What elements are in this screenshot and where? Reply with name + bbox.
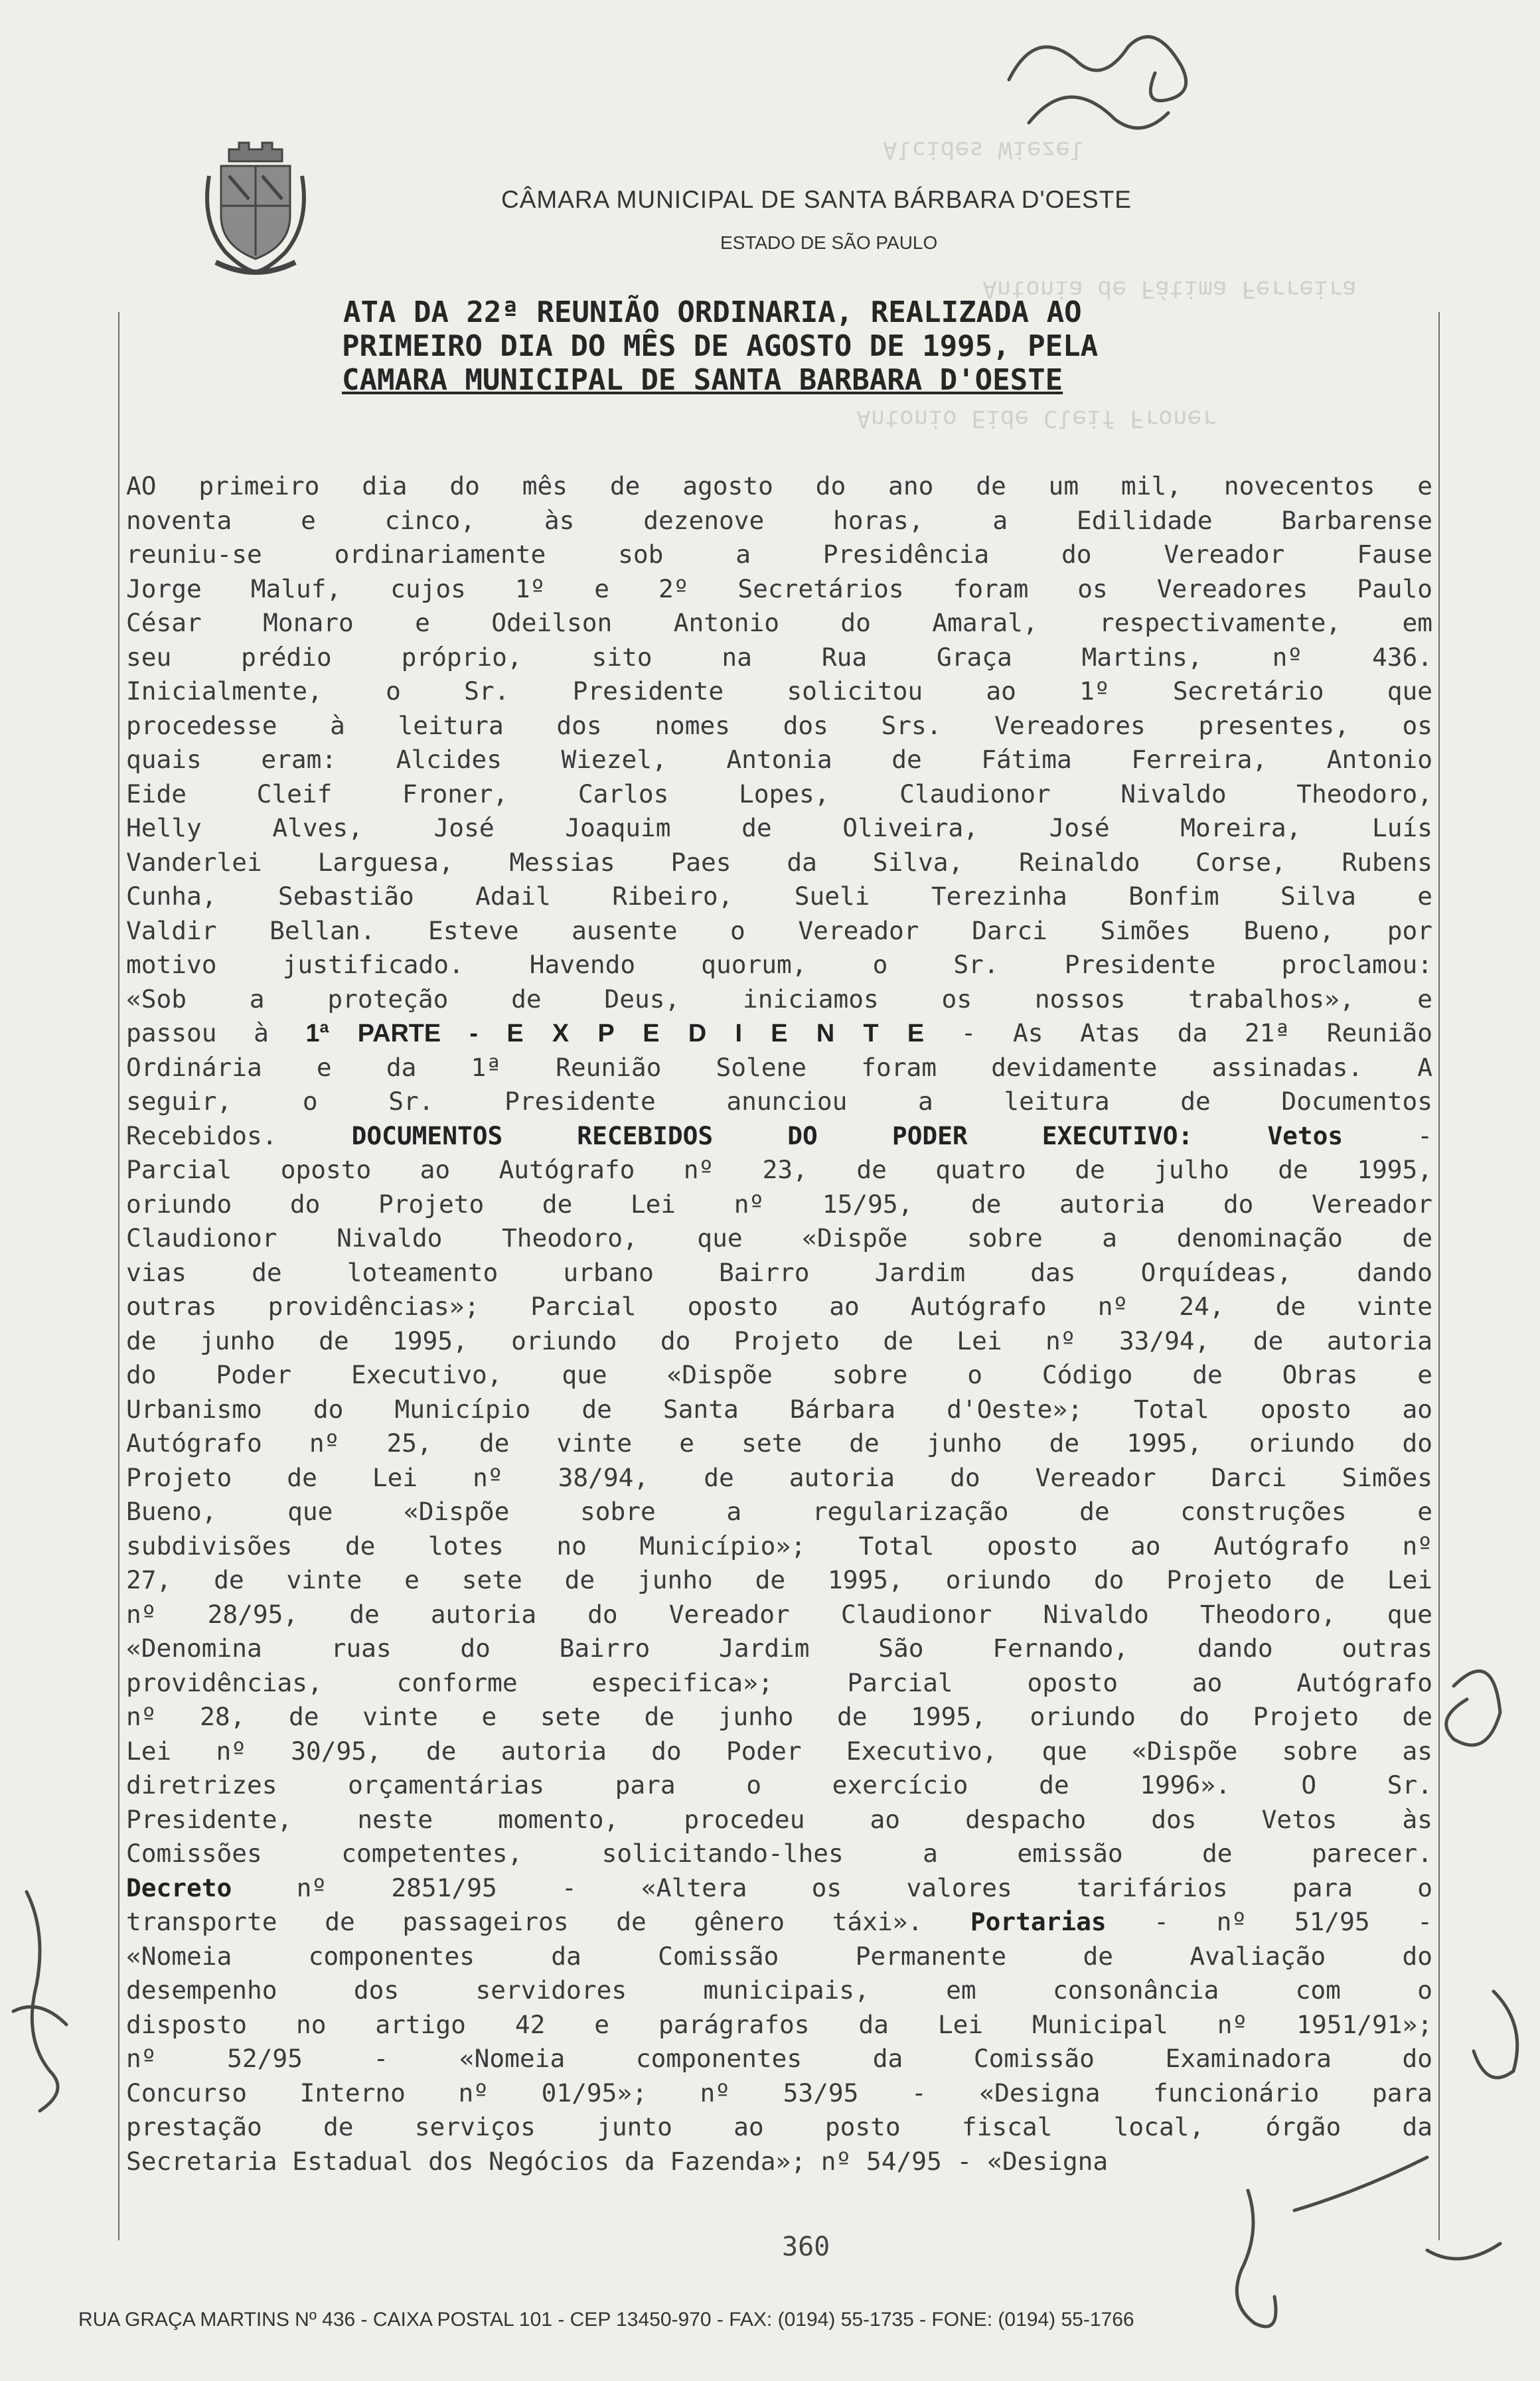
body-line-portarias [126,1905,1432,1940]
body-line: Comissões competentes, solicitando-lhes a emissão de parecer. [126,1839,1432,1868]
body-line: Lei nº 30/95, de autoria do Poder Executivo, que «Dispõe sobre as [126,1736,1432,1766]
municipal-crest-icon [202,136,309,279]
body-line: Concurso Interno nº 01/95»; nº 53/95 - «Designa funcionário para [126,2078,1432,2108]
state-name: ESTADO DE SÃO PAULO [720,232,938,253]
bleedthrough-name-3: Antonio Eide Cleif Froner [856,405,1216,432]
body-line: Projeto de Lei nº 38/94, de autoria do Vereador Darci Simões [126,1462,1432,1492]
body-line: Presidente, neste momento, procedeu ao despacho dos Vetos às [126,1804,1432,1834]
body-line: noventa e cinco, às dezenove horas, a Edilidade Barbarense [126,505,1432,535]
section-heading-decreto: Decreto [126,1873,232,1902]
right-margin-rule [1438,312,1440,2240]
body-line: diretrizes orçamentárias para o exercício de 1996». O Sr. [126,1770,1432,1800]
body-line: vias de loteamento urbano Bairro Jardim das Orquídeas, dando [126,1257,1432,1287]
body-line: Parcial oposto ao Autógrafo nº 23, de quatro de julho de 1995, [126,1155,1432,1184]
body-line: providências, conforme especifica»; Parcial oposto ao Autógrafo [126,1667,1432,1697]
body-line: nº 28/95, de autoria do Vereador Claudionor Nivaldo Theodoro, que [126,1599,1432,1629]
left-margin-rule [118,312,119,2240]
signature-left-margin [27,1892,58,2111]
body-line: César Monaro e Odeilson Antonio do Amaral, respectivamente, em [126,608,1432,637]
body-line: seu prédio próprio, sito na Rua Graça Martins, nº 436. [126,642,1432,672]
body-fragment: - nº 51/95 - [1106,1907,1432,1936]
body-line: Ordinária e da 1ª Reunião Solene foram devidamente assinadas. A [126,1052,1432,1082]
body-line: Helly Alves, José Joaquim de Oliveira, José Moreira, Luís [126,813,1432,842]
body-line: Claudionor Nivaldo Theodoro, que «Dispõe sobre a denominação de [126,1223,1432,1253]
initials-right-margin [1446,1671,1500,1746]
body-line: disposto no artigo 42 e parágrafos da Lei Municipal nº 1951/91»; [126,2009,1432,2039]
body-line: de junho de 1995, oriundo do Projeto de Lei nº 33/94, de autoria [126,1326,1432,1355]
body-fragment: transporte de passageiros de gênero táxi». [126,1907,970,1936]
title-line-1: ATA DA 22ª REUNIÃO ORDINARIA, REALIZADA AO [343,295,1082,329]
body-line: do Poder Executivo, que «Dispõe sobre o Código de Obras e [126,1360,1432,1389]
body-line: Inicialmente, o Sr. Presidente solicitou ao 1º Secretário que [126,676,1432,706]
body-line: oriundo do Projeto de Lei nº 15/95, de autoria do Vereador [126,1189,1432,1219]
body-line: «Sob a proteção de Deus, iniciamos os nossos trabalhos», e [126,984,1432,1014]
bleedthrough-name-1: Alcides Wiezel [883,136,1085,163]
body-line: nº 28, de vinte e sete de junho de 1995, oriundo do Projeto de [126,1702,1432,1731]
body-line: nº 52/95 - «Nomeia componentes da Comissão Examinadora do [126,2044,1432,2073]
body-line: Bueno, que «Dispõe sobre a regularização de construções e [126,1497,1432,1526]
body-line: quais eram: Alcides Wiezel, Antonia de Fátima Ferreira, Antonio [126,745,1432,774]
body-line: Urbanismo do Município de Santa Bárbara d'Oeste»; Total oposto ao [126,1394,1432,1424]
body-fragment: - As Atas da 21ª Reunião [924,1018,1432,1047]
title-line-3: CAMARA MUNICIPAL DE SANTA BARBARA D'OESTE [342,363,1063,397]
body-line: procedesse à leitura dos nomes dos Srs. Vereadores presentes, os [126,710,1432,740]
signature-top-right [1009,37,1186,100]
section-heading-documentos: DOCUMENTOS RECEBIDOS DO PODER EXECUTIVO: Vetos [351,1120,1344,1150]
body-line: «Nomeia componentes da Comissão Permanente de Avaliação do [126,1941,1432,1971]
body-line: Jorge Maluf, cujos 1º e 2º Secretários foram os Vereadores Paulo [126,574,1432,603]
body-line: subdivisões de lotes no Município»; Total oposto ao Autógrafo nº [126,1531,1432,1561]
body-line: Cunha, Sebastião Adail Ribeiro, Sueli Terezinha Bonfim Silva e [126,882,1432,911]
body-fragment: nº 2851/95 - «Altera os valores tarifários para o [232,1873,1432,1902]
body-fragment: Recebidos. [126,1120,352,1150]
section-heading-expediente: 1ª PARTE - E X P E D I E N T E [305,1020,925,1047]
body-line: motivo justificado. Havendo quorum, o Sr. Presidente proclamou: [126,950,1432,979]
body-fragment: passou à [126,1018,306,1047]
body-line: AO primeiro dia do mês de agosto do ano de um mil, novecentos e [126,471,1432,500]
document-title [342,295,1231,397]
body-line: Autógrafo nº 25, de vinte e sete de junho de 1995, oriundo do [126,1428,1432,1458]
body-line-documentos [126,1119,1432,1154]
minutes-body [126,469,1432,2179]
signature-bottom-center [1237,2190,1276,2327]
institution-name: CÂMARA MUNICIPAL DE SANTA BÁRBARA D'OESTE [501,186,1132,213]
address-footer: RUA GRAÇA MARTINS Nº 436 - CAIXA POSTAL 101 - CEP 13450-970 - FAX: (0194) 55-1735 - FONE: (0194) 55-1766 [78,2309,1134,2331]
body-line-decreto [126,1871,1432,1906]
body-line: reuniu-se ordinariamente sob a Presidência do Vereador Fause [126,540,1432,569]
body-line: Vanderlei Larguesa, Messias Paes da Silva, Reinaldo Corse, Rubens [126,847,1432,877]
section-heading-portarias: Portarias [970,1907,1107,1936]
bleedthrough-name-2: Antonia de Fátima Ferreira [982,275,1357,303]
body-line: Secretaria Estadual dos Negócios da Fazenda»; nº 54/95 - «Designa [126,2146,1109,2176]
body-line: prestação de serviços junto ao posto fiscal local, órgão da [126,2112,1432,2141]
page-number: 360 [782,2232,830,2262]
body-line: outras providências»; Parcial oposto ao Autógrafo nº 24, de vinte [126,1292,1432,1321]
body-line-expediente [126,1016,1432,1051]
body-line: Eide Cleif Froner, Carlos Lopes, Claudionor Nivaldo Theodoro, [126,779,1432,808]
body-line: seguir, o Sr. Presidente anunciou a leitura de Documentos [126,1087,1432,1116]
body-line: desempenho dos servidores municipais, em consonância com o [126,1975,1432,2005]
body-line: 27, de vinte e sete de junho de 1995, oriundo do Projeto de Lei [126,1565,1432,1594]
body-line: «Denomina ruas do Bairro Jardim São Fernando, dando outras [126,1634,1432,1663]
body-fragment: - [1343,1120,1432,1150]
body-line: Valdir Bellan. Esteve ausente o Vereador Darci Simões Bueno, por [126,915,1432,945]
title-line-2: PRIMEIRO DIA DO MÊS DE AGOSTO DE 1995, PELA [342,329,1099,363]
